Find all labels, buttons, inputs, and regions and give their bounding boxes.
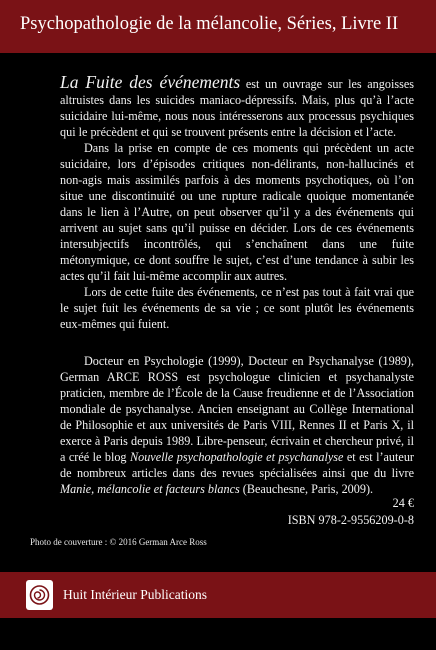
- author-bio: [60, 353, 414, 497]
- book-blurb: [60, 74, 414, 332]
- series-banner: [0, 0, 436, 53]
- spiral-logo-icon: [26, 580, 53, 610]
- book-title: La Fuite des événements: [60, 72, 241, 92]
- isbn: ISBN 978-2-9556209-0-8: [287, 513, 414, 527]
- series-title: Psychopathologie de la mélancolie, Séries, Livre II: [20, 14, 399, 34]
- author-bio-paragraph: [60, 353, 414, 497]
- blurb-paragraph-2: Dans la prise en compte de ces moments qui précèdent un acte suicidaire, lors d’épisodes critiques non-délirants, non-hallucinés et non-agis mais assimilés parfois à des moments psychotiques, où l’on situe une discontinuité ou une rupture radicale quoique momentanée dans le lien à l’Autre, on peut observer qu’il y a des événements qui arrivent au sujet sans qu’il puisse en décider. Lors de ces événements intersubjectifs incontrôlés, qui s’enchaînent dans une fuite métonymique, ce dont souffre le sujet, c’est d’une tendance à subir les actes qu’il fait lui-même accomplir aux autres.: [60, 141, 414, 283]
- blurb-paragraph-1: [60, 74, 414, 140]
- photo-credit: Photo de couverture : © 2016 German Arce Ross: [30, 537, 207, 547]
- price: 24 €: [392, 496, 414, 510]
- blog-title: Nouvelle psychopathologie et psychanalyse: [129, 450, 344, 464]
- prior-book-title: Manie, mélancolie et facteurs blancs: [60, 482, 240, 496]
- publisher-name: Huit Intérieur Publications: [63, 587, 207, 602]
- blurb-p1-text: est un ouvrage sur les angoisses altruistes dans les suicides maniaco-dépressifs. Mais, plus qu’à l’acte suicidaire lui-même, nous nous intéresserons aux processus psychiques qui le précèdent et qui se trouvent présents entre la décision et l’acte.: [60, 77, 414, 139]
- author-bio-part3: (Beauchesne, Paris, 2009).: [239, 482, 374, 496]
- price-block: [288, 495, 414, 529]
- blurb-paragraph-3: Lors de cette fuite des événements, ce n’est pas tout à fait vrai que le sujet fuit les événements de sa vie ; ce sont plutôt les événements eux-mêmes qui fuient.: [60, 285, 414, 331]
- author-bio-part2: et est l’auteur de nombreux articles dans des revues spécialisées ainsi que du livre: [60, 450, 414, 480]
- author-bio-part1: Docteur en Psychologie (1999), Docteur en Psychanalyse (1989), German ARCE ROSS est psychologue clinicien et psychanalyste praticien, membre de l’École de la Cause freudienne et de l’Association mondiale de psychanalyse. Ancien enseignant au Collège International de Philosophie et aux universités de Paris VIII, Rennes II et Paris X, il exerce à Paris depuis 1989. Libre-penseur, écrivain et chercheur privé, il a créé le blog: [60, 354, 414, 464]
